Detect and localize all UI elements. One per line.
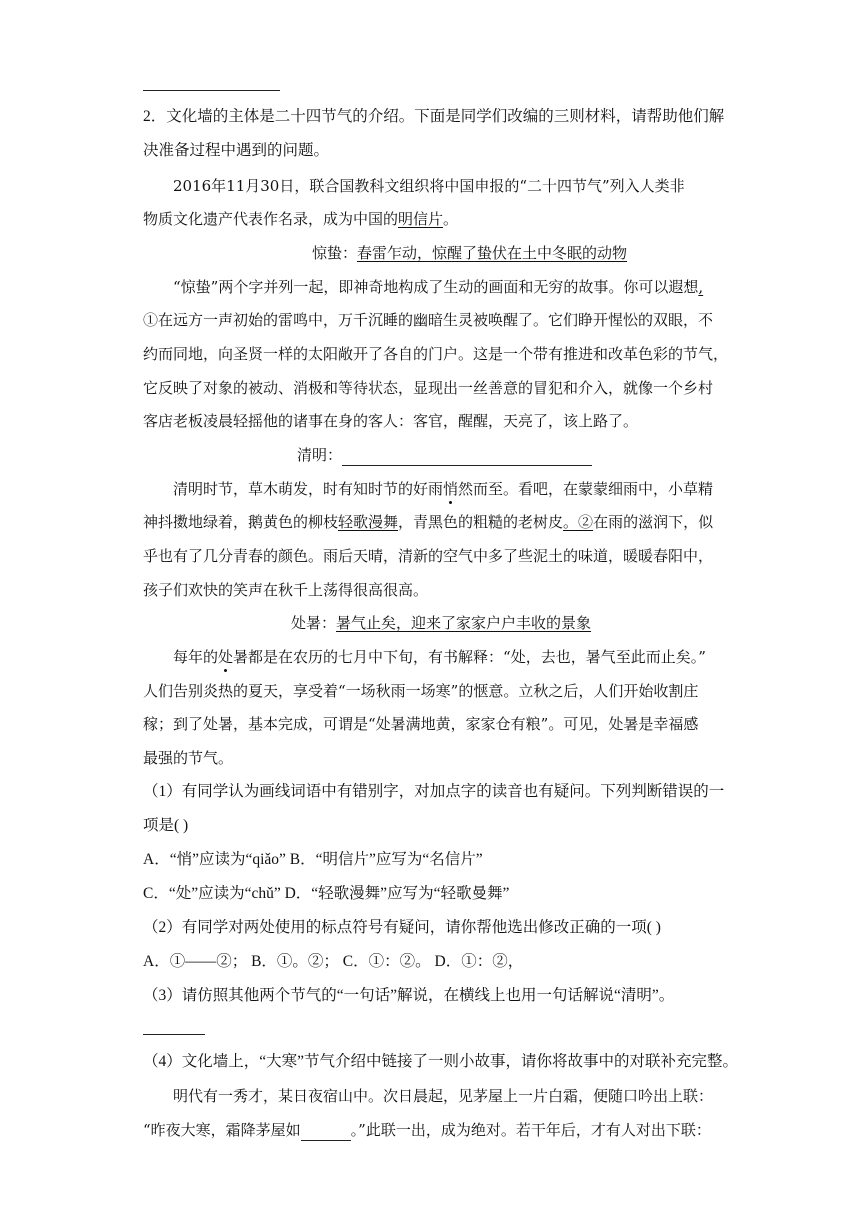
sub4-stem: （4）文化墙上，“大寒”节气介绍中链接了一则小故事，请你将故事中的对联补充完整。 xyxy=(143,1053,739,1070)
chushu-label: 处暑： xyxy=(291,614,337,632)
dotted-char-chu: 处 xyxy=(218,648,234,666)
chushu-line-1 xyxy=(173,647,706,667)
story-text-cont: 。”此联一出，成为绝对。若干年后，才有人对出下联： xyxy=(350,1121,711,1139)
jingzhe-line-5: 客店老板凌晨轻摇他的诸事在身的客人：客官，醒醒，天亮了，该上路了。 xyxy=(143,412,639,430)
qingming-text-2b: ，青黑色的粗糙的老树皮 xyxy=(398,513,564,531)
material-intro-line-2 xyxy=(143,209,458,229)
qingming-line-2 xyxy=(143,512,713,532)
chushu-line-4: 最强的节气。 xyxy=(143,749,234,767)
question-intro-line-2: 决准备过程中遇到的问题。 xyxy=(143,142,330,159)
underlined-word-mingxinpian: 明信片 xyxy=(398,210,444,228)
chushu-summary: 暑气止矣，迎来了家家户户丰收的景象 xyxy=(336,614,592,632)
sub3-stem: （3）请仿照其他两个节气的“一句话”解说，在横线上也用一句话解说“清明”。 xyxy=(143,987,675,1004)
chushu-text: 每年的 xyxy=(173,648,219,666)
jingzhe-summary: 春雷乍动，惊醒了蛰伏在土中冬眠的动物 xyxy=(357,244,628,262)
qingming-text-cont: 然而至。看吧，在蒙蒙细雨中，小草精 xyxy=(458,480,714,498)
qingming-answer-blank[interactable] xyxy=(342,445,592,466)
jingzhe-line-1 xyxy=(173,277,703,297)
qingming-label: 清明： xyxy=(297,446,343,464)
sub4-story-line-1: 明代有一秀才，某日夜宿山中。次日晨起，见茅屋上一片白霜，便随口吟出上联： xyxy=(173,1087,714,1105)
qingming-text-2c: 在雨的滋润下，似 xyxy=(593,513,714,531)
dotted-char-qiao: 悄 xyxy=(443,480,459,498)
top-answer-line xyxy=(143,90,280,91)
qingming-text-2a: 神抖擞地绿着，鹅黄色的柳枝 xyxy=(143,513,339,531)
punctuation-mark-1: , xyxy=(698,278,704,296)
jingzhe-line-2: ①在远方一声初始的雷鸣中，万千沉睡的幽暗生灵被唤醒了。它们睁开惺忪的双眼，不 xyxy=(143,311,714,329)
sub2-options: A．①——②； B．①。②； C．①：②。 D．①：②， xyxy=(143,953,524,970)
chushu-line-2: 人们告别炎热的夏天，享受着“一场秋雨一场寒”的惬意。立秋之后，人们开始收割庄 xyxy=(143,682,699,700)
chushu-line-3: 稼；到了处暑，基本完成，可谓是“处暑满地黄，家家仓有粮”。可见，处暑是幸福感 xyxy=(143,715,699,733)
sub1-options-ab: A．“悄”应读为“qiǎo” B．“明信片”应写为“名信片” xyxy=(143,851,483,868)
jingzhe-heading xyxy=(312,243,627,263)
material-intro-end: 。 xyxy=(443,210,459,228)
jingzhe-line-4: 它反映了对象的被动、消极和等待状态，显现出一丝善意的冒犯和介入，就像一个乡村 xyxy=(143,379,714,397)
chushu-text-cont: 暑都是在农历的七月中下旬，有书解释：“处，去也，暑气至此而止矣。” xyxy=(233,648,706,666)
jingzhe-text: “惊蛰”两个字并列一起，即神奇地构成了生动的画面和无穷的故事。你可以遐想 xyxy=(173,278,699,296)
qingming-line-3: 乎也有了几分青春的颜色。雨后天晴，清新的空气中多了些泥土的味道，暖暖春阳中， xyxy=(143,547,714,565)
qingming-line-4: 孩子们欢快的笑声在秋千上荡得很高很高。 xyxy=(143,581,429,599)
qingming-heading xyxy=(297,445,592,466)
qingming-line-1 xyxy=(173,479,713,499)
chushu-heading xyxy=(291,613,591,633)
qingming-text: 清明时节，草木萌发，时有知时节的好雨 xyxy=(173,480,444,498)
couplet-answer-blank[interactable] xyxy=(301,1120,351,1141)
story-text: “昨夜大寒，霜降茅屋如 xyxy=(143,1121,301,1139)
jingzhe-line-3: 约而同地，向圣贤一样的太阳敞开了各自的门户。这是一个带有推进和改革色彩的节气， xyxy=(143,345,729,363)
underlined-word-qinggemanwu: 轻歌漫舞 xyxy=(338,513,399,531)
question-intro-line-1: 2．文化墙的主体是二十四节气的介绍。下面是同学们改编的三则材料，请帮助他们解 xyxy=(143,108,725,125)
sub2-stem: （2）有同学对两处使用的标点符号有疑问，请你帮他选出修改正确的一项( ) xyxy=(143,919,661,936)
material-intro-text: 物质文化遗产代表作名录，成为中国的 xyxy=(143,210,399,228)
sub1-stem-line-2: 项是( ) xyxy=(143,817,189,834)
jingzhe-label: 惊蛰： xyxy=(312,244,358,262)
sub3-answer-line[interactable] xyxy=(143,1034,205,1035)
punctuation-mark-2: 。② xyxy=(563,513,594,531)
sub4-story-line-2 xyxy=(143,1120,711,1141)
material-intro-line-1: 2016年11月30日，联合国教科文组织将中国申报的“二十四节气”列入人类非 xyxy=(173,177,685,195)
sub1-options-cd: C．“处”应读为“chǔ” D．“轻歌漫舞”应写为“轻歌曼舞” xyxy=(143,885,510,902)
sub1-stem-line-1: （1）有同学认为画线词语中有错别字，对加点字的读音也有疑问。下列判断错误的一 xyxy=(143,783,725,800)
